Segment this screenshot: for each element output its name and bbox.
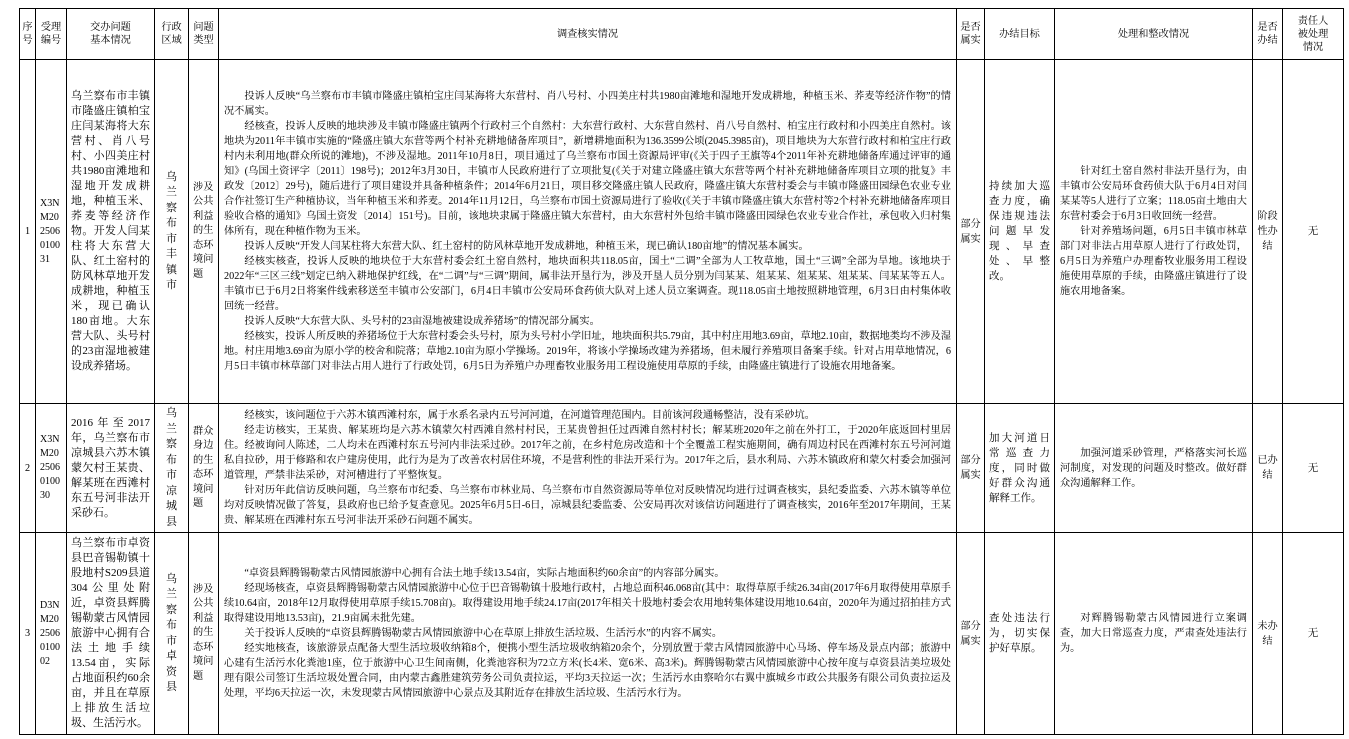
- cell-accountability: 无: [1283, 533, 1344, 735]
- cell-accountability: 无: [1283, 404, 1344, 533]
- verified-status: 部分属实: [960, 620, 981, 647]
- investigation-paragraph: 投诉人反映“乌兰察布市丰镇市隆盛庄镇柏宝庄闫某海将大东营村、肖八号村、小四美庄村共1980亩滩地和湿地开发成耕地，种植玉米、荞麦等经济作物”的情况不属实。: [224, 91, 951, 117]
- investigation-paragraph: 经实地核查，该旅游景点配备大型生活垃圾收纳箱8个，便携小型生活垃圾收纳箱20余个，分别放置于蒙古风情园旅游中心马场、停车场及景点内部；旅游中心建有生活污水化粪池1座，位于旅游中心卫生间南侧，化粪池容积为72立方米(长4米、宽6米、高3米)。辉腾锡勒蒙古风情园旅游中心按年度与卓资县洁美垃圾处理有限公司签订生活垃圾处置合同，由内蒙古鑫胜建筑劳务公司负责拉运，平均3天拉运一次；生活污水由察哈尔右翼中旗城乡市政公共服务有限公司负责拉运及处理，平均6天拉运一次，未发现蒙古风情园旅游中心景点及其附近存在排放生活垃圾、生活污水行为。: [224, 643, 951, 699]
- header-row: [20, 9, 1344, 60]
- cell-region: [155, 60, 189, 404]
- case-code: D3NM202506010002: [40, 599, 60, 667]
- header-issue: [67, 9, 155, 60]
- header-region: [155, 9, 189, 60]
- cell-goal: 持续加大巡查力度，确保违规违法问题早发现、早查处、早整改。: [985, 60, 1055, 404]
- header-handling: [1055, 9, 1253, 60]
- cell-type: [189, 533, 219, 735]
- header-issue-label: 交办问题基本情况: [90, 22, 131, 46]
- cell-goal: 加大河道日常巡查力度，同时做好群众沟通解释工作。: [985, 404, 1055, 533]
- closed-status: 未办结: [1257, 620, 1278, 647]
- investigation-paragraph: 经核实核查，投诉人反映的地块位于大东营村委会红土窑自然村，地块面积共118.05亩，国土“二调”全部为人工牧草地，国土“三调”全部为旱地。该地块于2022年“三区三线”划定已纳入耕地保护红线，在“二调”与“三调”期间，属非法开垦行为，涉及开垦人员分别为闫某某、俎某某、俎某某、俎某某、闫某某等五人。丰镇市已于6月2日将案件线索移送至丰镇市公安部门，6月4日丰镇市公安局环食药侦大队对上述人员立案调查。现118.05亩土地按照耕地管理，6月3日由村集体收回统一经营。: [224, 256, 951, 312]
- cell-verified: [957, 533, 985, 735]
- header-type: [189, 9, 219, 60]
- cell-type: [189, 60, 219, 404]
- handling-paragraph: 对辉腾锡勒蒙古风情园进行立案调查，加大日常巡查力度，严肃查处违法行为。: [1060, 613, 1247, 654]
- cell-goal: 查处违法行为，切实保护好草原。: [985, 533, 1055, 735]
- cell-issue: 乌兰察布市卓资县巴音锡勒镇十股地村S209县道304公里处附近，卓资县辉腾锡勒蒙古风情园旅游中心拥有合法土地手续13.54亩，实际占地面积约60余亩，并且在草原上排放生活垃圾、生活污水。: [67, 533, 155, 735]
- header-goal-label: 办结目标: [999, 28, 1040, 40]
- handling-paragraph: 加强河道采砂管理，严格落实河长巡河制度，对发现的问题及时整改。做好群众沟通解释工作。: [1060, 447, 1247, 489]
- cell-accountability: 无: [1283, 60, 1344, 404]
- complaint-table: [19, 8, 1344, 735]
- cell-code: [36, 404, 67, 533]
- issue-type: 涉及公共利益的生态环境问题: [193, 583, 214, 682]
- cell-handling: [1055, 60, 1253, 404]
- header-handling-label: 处理和整改情况: [1117, 28, 1190, 40]
- cell-investigation: [219, 404, 957, 533]
- header-accountability-label: 责任人被处理情况: [1297, 15, 1329, 53]
- investigation-paragraph: 关于投诉人反映的“卓资县辉腾锡勒蒙古风情园旅游中心在草原上排放生活垃圾、生活污水”的内容不属实。: [244, 628, 723, 639]
- header-verified: [957, 9, 985, 60]
- table-row: [20, 404, 1344, 533]
- cell-closed: [1253, 533, 1283, 735]
- cell-handling: [1055, 404, 1253, 533]
- investigation-paragraph: 经核实，投诉人所反映的养猪场位于大东营村委会头号村，原为头号村小学旧址，地块面积共5.79亩，其中村庄用地3.69亩，草地2.10亩，数据地类均不涉及湿地。村庄用地3.69亩为原小学的校舍和院落；草地2.10亩为原小学操场。2019年，将该小学操场改建为养猪场，但未履行养殖项目备案手续。针对占用草地情况，6月5日丰镇市林草部门对非法占用人进行了行政处罚，6月5日为养殖户办理畜牧业服务用工程设施使用草原的手续，由隆盛庄镇进行了设施农用地备案。: [224, 331, 951, 372]
- issue-type: 群众身边的生态环境问题: [193, 425, 214, 509]
- closed-status: 阶段性办结: [1257, 211, 1278, 252]
- cell-type: [189, 404, 219, 533]
- issue-type: 涉及公共利益的生态环境问题: [193, 181, 214, 280]
- investigation-paragraph: 经现场核查，卓资县辉腾锡勒蒙古风情园旅游中心位于巴音锡勒镇十股地行政村，占地总面积46.068亩(其中：取得草原手续26.34亩(2017年6月取得使用草原手续10.64亩，2018年12月取得使用草原手续15.708亩)。取得建设用地手续24.17亩(2017年相关十股地村委会农用地转集体建设用地10.64亩，2020年为通过招拍挂方式取得建设用地13.53亩)，21.9亩属未批先建。: [224, 583, 951, 624]
- header-closed-label: 是否办结: [1257, 22, 1278, 46]
- handling-paragraph: 针对养殖场问题，6月5日丰镇市林草部门对非法占用草原人进行了行政处罚，6月5日为养殖户办理畜牧业服务用工程设施使用草原的手续，由隆盛庄镇进行了设施农用地备案。: [1060, 226, 1247, 297]
- cell-issue: 2016年至2017年，乌兰察布市凉城县六苏木镇蒙欠村王某贵、解某班在西滩村东五号河非法开采砂石。: [67, 404, 155, 533]
- header-investigation: [219, 9, 957, 60]
- cell-seq: 2: [20, 404, 36, 533]
- header-seq: [20, 9, 36, 60]
- cell-handling: [1055, 533, 1253, 735]
- investigation-paragraph: 经核查，投诉人反映的地块涉及丰镇市隆盛庄镇两个行政村三个自然村：大东营行政村、大东营自然村、肖八号自然村、柏宝庄行政村和小四美庄自然村。该地块为2011年丰镇市实施的“隆盛庄镇大东营等两个村补充耕地储备库项目”，新增耕地面积为136.3599公顷(2045.3985亩)，项目地块为大东营行政村和柏宝庄行政村内未利用地(群众所说的滩地)，不涉及湿地。2011年10月8日，项目通过了乌兰察布市国土资源局评审(《关于四子王旗等4个2011年补充耕地储备库通过评审的通知》(乌国土资评字〔2011〕198号)；2012年3月30日，丰镇市人民政府进行了立项批复(《关于对建立隆盛庄镇大东营等两个村补充耕地储备库项目立项的批复》丰政发〔2012〕29号)，随后进行了项目建设并具备种植条件；2014年6月21日，项目移交隆盛庄镇人民政府，隆盛庄镇大东营村委会与丰镇市隆盛田园绿色农业专业合作社签订生产种植协议，当年种植玉米和荞麦。2014年11月12日，乌兰察布市国土资源局进行了验收(《关于丰镇市隆盛庄镇大东营村等2个村补充耕地储备库项目验收合格的通知》乌国土资发〔2014〕151号)。目前，该地块隶属于隆盛庄镇大东营村，由大东营村外包给丰镇市隆盛田园绿色农业专业合作社，承包收入归村集体所有，现在种植作物为玉米。: [224, 121, 951, 237]
- header-type-label: 问题类型: [193, 22, 214, 46]
- verified-status: 部分属实: [960, 455, 981, 481]
- header-code-label: 受理编号: [40, 22, 62, 46]
- handling-paragraph: 针对红土窑自然村非法开垦行为，由丰镇市公安局环食药侦大队于6月4日对闫某某等5人进行了立案；118.05亩土地由大东营村委会于6月3日收回统一经营。: [1060, 166, 1247, 222]
- investigation-paragraph: 针对历年此信访反映问题，乌兰察布市纪委、乌兰察布市林业局、乌兰察布市自然资源局等单位对反映情况均进行过调查核实，县纪委监委、六苏木镇等单位均对反映情况做了答复，县政府也已给予复查意见。2025年6月5日-6日，凉城县纪委监委、公安局再次对该信访问题进行了调查核实，2016年至2017年期间，王某贵、解某班在西滩村东五号河非法开采砂石问题不属实。: [224, 485, 951, 526]
- cell-code: [36, 533, 67, 735]
- cell-investigation: [219, 533, 957, 735]
- header-code: [36, 9, 67, 60]
- cell-issue: 乌兰察布市丰镇市隆盛庄镇柏宝庄闫某海将大东营村、肖八号村、小四美庄村共1980亩滩地和湿地开发成耕地，种植玉米、荞麦等经济作物。开发人闫某柱将大东营大队、红土窑村的防风林草地开发成耕地，种植玉米，现已确认180亩地。大东营大队、头号村的23亩湿地被建设成养猪场。: [67, 60, 155, 404]
- region-name: 乌兰察布市丰镇市: [165, 170, 177, 291]
- header-seq-label: 序号: [22, 22, 33, 46]
- region-name: 乌兰察布市凉城县: [165, 407, 177, 528]
- closed-status: 已办结: [1257, 455, 1278, 481]
- header-accountability: [1283, 9, 1344, 60]
- cell-investigation: [219, 60, 957, 404]
- cell-code: [36, 60, 67, 404]
- header-goal: [985, 9, 1055, 60]
- header-closed: [1253, 9, 1283, 60]
- investigation-paragraph: 经核实，该问题位于六苏木镇西滩村东，属于水系名录内五号河河道，在河道管理范围内。目前该河段通畅整洁，没有采砂坑。: [244, 410, 815, 421]
- table-row: [20, 60, 1344, 404]
- cell-closed: [1253, 404, 1283, 533]
- header-investigation-label: 调查核实情况: [556, 28, 619, 40]
- cell-region: [155, 533, 189, 735]
- cell-region: [155, 404, 189, 533]
- cell-verified: [957, 404, 985, 533]
- table-row: [20, 533, 1344, 735]
- investigation-paragraph: 经走访核实，王某贵、解某班均是六苏木镇蒙欠村西滩自然村村民，王某贵曾担任过西滩自然村村长；解某班2020年之前在外打工，于2020年底返回村里居住。经被询问人陈述，二人均未在西滩村东五号河内非法采过砂。2017年之前，在乡村危房改造和十个全覆盖工程实施期间，确有周边村民在西滩村东五号河河道私自拉砂，用于修路和农户建房使用，此行为是为了改善农村居住环境，不是营利性的非法开采行为。2017年之后，县水利局、六苏木镇政府和蒙欠村委会加强河道管理，严禁非法采砂，对河槽进行了平整恢复。: [224, 425, 951, 481]
- cell-closed: [1253, 60, 1283, 404]
- investigation-paragraph: 投诉人反映“大东营大队、头号村的23亩湿地被建设成养猪场”的情况部分属实。: [244, 316, 600, 327]
- header-region-label: 行政区域: [161, 22, 182, 46]
- investigation-paragraph: “卓资县辉腾锡勒蒙古风情园旅游中心拥有合法土地手续13.54亩，实际占地面积约60余亩”的内容部分属实。: [244, 568, 725, 579]
- cell-seq: 1: [20, 60, 36, 404]
- verified-status: 部分属实: [960, 218, 981, 245]
- cell-verified: [957, 60, 985, 404]
- region-name: 乌兰察布市卓资县: [165, 572, 177, 693]
- header-verified-label: 是否属实: [960, 22, 981, 46]
- cell-seq: 3: [20, 533, 36, 735]
- case-code: X3NM202506010030: [40, 434, 60, 501]
- investigation-paragraph: 投诉人反映“开发人闫某柱将大东营大队、红土窑村的防风林草地开发成耕地，种植玉米，现已确认180亩地”的情况基本属实。: [244, 241, 809, 252]
- case-code: X3NM202506010031: [40, 197, 60, 265]
